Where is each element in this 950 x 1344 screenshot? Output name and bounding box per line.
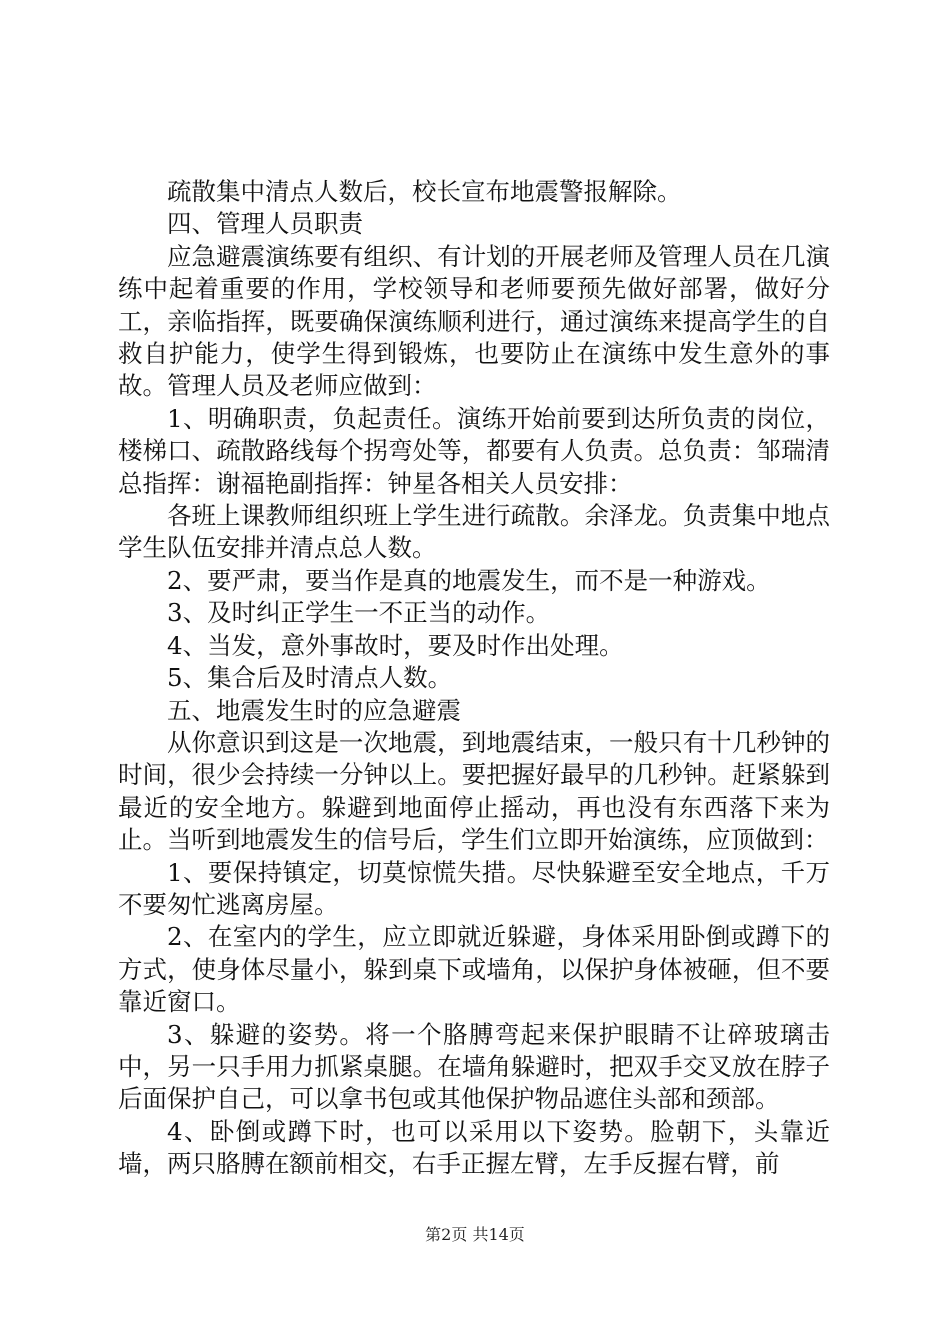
section-heading: 五、地震发生时的应急避震 (167, 695, 461, 725)
body-text (118, 176, 830, 1181)
section-heading: 四、管理人员职责 (167, 209, 363, 239)
page-number: 第2页 共14页 (425, 1225, 525, 1244)
list-item: 3、及时纠正学生一不正当的动作。 (167, 598, 551, 628)
paragraph: 从你意识到这是一次地震，到地震结束，一般只有十几秒钟的时间，很少会持续一分钟以上。要把握好最早的几秒钟。赶紧躲到最近的安全地方。躲避到地面停止摇动，再也没有东西落下来为止。当听到地震发生的信号后，学生们立即开始演练，应顶做到： (118, 727, 830, 855)
list-item: 1、明确职责，负起责任。演练开始前要到达所负责的岗位，楼梯口、疏散路线每个拐弯处等，都要有人负责。总负责：邹瑞清总指挥：谢福艳副指挥：钟星各相关人员安排： (118, 403, 830, 498)
list-item: 4、卧倒或蹲下时，也可以采用以下姿势。脸朝下，头靠近墙，两只胳膊在额前相交，右手正握左臂，左手反握右臂，前 (118, 1116, 830, 1179)
list-item: 1、要保持镇定，切莫惊慌失措。尽快躲避至安全地点，千万不要匆忙逃离房屋。 (118, 857, 830, 919)
list-item: 5、集合后及时清点人数。 (167, 663, 453, 693)
list-item: 4、当发，意外事故时，要及时作出处理。 (167, 630, 624, 660)
paragraph: 应急避震演练要有组织、有计划的开展老师及管理人员在几演练中起着重要的作用，学校领导和老师要预先做好部署，做好分工，亲临指挥，既要确保演练顺利进行，通过演练来提高学生的自救自护能力，使学生得到锻炼，也要防止在演练中发生意外的事故。管理人员及老师应做到： (118, 241, 830, 401)
list-item: 3、躲避的姿势。将一个胳膊弯起来保护眼睛不让碎玻璃击中，另一只手用力抓紧桌腿。在墙角躲避时，把双手交叉放在脖子后面保护自己，可以拿书包或其他保护物品遮住头部和颈部。 (118, 1019, 830, 1114)
paragraph: 各班上课教师组织班上学生进行疏散。余泽龙。负责集中地点学生队伍安排并清点总人数。 (118, 501, 830, 563)
list-item: 2、要严肃，要当作是真的地震发生，而不是一种游戏。 (167, 565, 771, 595)
paragraph: 疏散集中清点人数后，校长宣布地震警报解除。 (167, 177, 682, 206)
list-item: 2、在室内的学生，应立即就近躲避，身体采用卧倒或蹲下的方式，使身体尽量小，躲到桌下或墙角，以保护身体被砸，但不要靠近窗口。 (118, 922, 830, 1017)
